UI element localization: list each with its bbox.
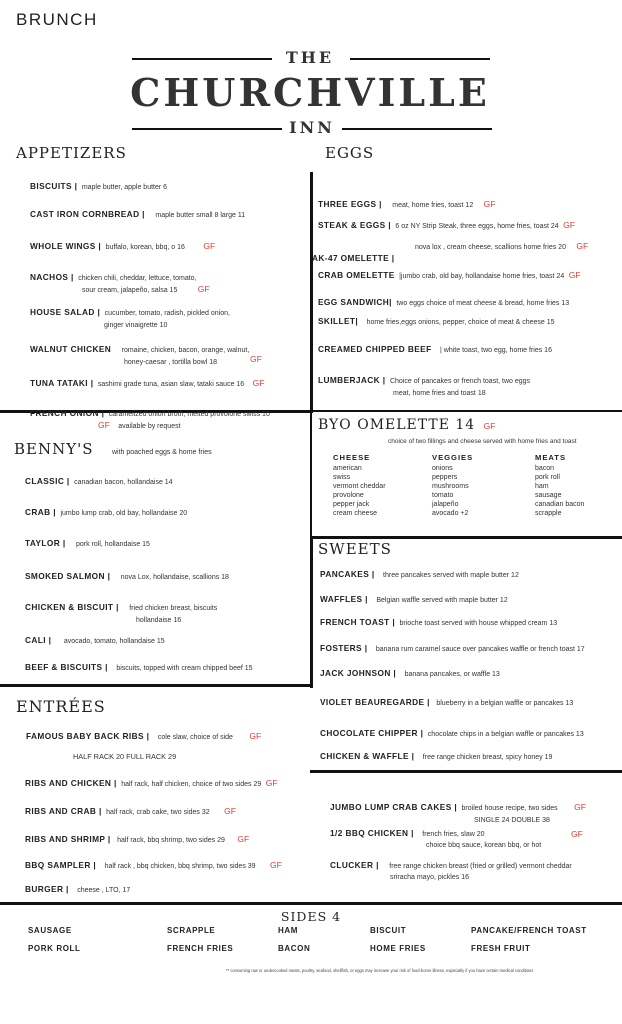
menu-item	[320, 746, 552, 764]
item-name: JACK JOHNSON |	[320, 668, 397, 678]
item-desc-2: HALF RACK 20 FULL RACK 29	[73, 752, 177, 761]
column-header: MEATS	[535, 453, 567, 462]
list-item: vermont cheddar	[333, 483, 386, 490]
menu-item	[25, 566, 229, 584]
menu-item-line2	[104, 314, 167, 332]
item-desc-2: choice bbq sauce, korean bbq, or hot	[426, 842, 542, 849]
list-item: jalapeño	[432, 501, 459, 508]
menu-item-line2	[390, 866, 469, 884]
gf-badge: GF	[224, 806, 236, 816]
logo-rule-right	[350, 58, 490, 60]
side-item: PANCAKE/FRENCH TOAST	[471, 926, 587, 935]
benny-title-row	[14, 440, 212, 459]
side-item: SCRAPPLE	[167, 926, 216, 935]
gf-badge: GF	[265, 778, 278, 788]
item-desc: | white toast, two egg, home fries 16	[440, 347, 552, 354]
item-name: CAST IRON CORNBREAD |	[30, 209, 145, 219]
item-name: HOUSE SALAD |	[30, 307, 101, 317]
menu-item-line2	[426, 834, 541, 852]
item-name: THREE EGGS |	[318, 199, 382, 209]
item-name: AK-47 OMELETTE |	[312, 253, 395, 263]
item-name: CREAMED CHIPPED BEEF	[318, 344, 432, 354]
byo-title-row	[318, 416, 495, 434]
item-desc: nova Lox, hollandaise, scallions 18	[120, 574, 229, 581]
appetizers-title: APPETIZERS	[16, 144, 127, 162]
item-name: CLUCKER |	[330, 860, 379, 870]
gf-badge: GF	[98, 420, 110, 430]
item-desc: three pancakes served with maple butter 12	[383, 572, 519, 579]
side-item: HOME FRIES	[370, 944, 426, 953]
gf-badge: GF	[197, 284, 210, 294]
gf-badge: GF	[270, 860, 282, 870]
divider-v-byo	[310, 410, 312, 538]
item-desc: two eggs choice of meat cheese & bread, home fries 13	[396, 300, 570, 307]
menu-item-line2	[98, 415, 181, 433]
divider-h-eggs	[310, 410, 622, 412]
byo-subtitle: choice of two fillings and cheese served with home fries and toast	[388, 438, 577, 445]
item-desc: Belgian waffle served with maple butter 12	[376, 597, 508, 604]
item-desc: chicken chili, cheddar, lettuce, tomato,	[78, 275, 197, 282]
item-desc: 6 oz NY Strip Steak, three eggs, home fries, toast 24	[395, 223, 559, 230]
divider-v-sweets	[310, 536, 313, 688]
menu-item-line2	[124, 351, 217, 369]
menu-item	[25, 533, 150, 551]
item-desc: nova lox , cream cheese, scallions home fries 20	[415, 244, 566, 251]
item-name: CHICKEN & BISCUIT |	[25, 602, 119, 612]
item-desc: biscuits, topped with cream chipped beef 15	[116, 665, 253, 672]
list-item: pepper jack	[333, 501, 370, 508]
list-item: scrapple	[535, 510, 562, 517]
item-name: STEAK & EGGS |	[318, 220, 391, 230]
item-desc: caramelized onion broth, melted provolone swiss 10	[108, 411, 270, 418]
list-item: swiss	[333, 474, 351, 481]
gf-badge: GF	[571, 829, 583, 839]
list-item: american	[333, 465, 362, 472]
menu-item	[318, 265, 581, 283]
item-name: JUMBO LUMP CRAB CAKES |	[330, 802, 458, 812]
list-item: pork roll	[535, 474, 560, 481]
menu-item	[25, 773, 278, 791]
menu-item-line2	[393, 382, 486, 400]
item-name: EGG SANDWICH|	[318, 297, 392, 307]
item-desc-2: sriracha mayo, pickles 16	[390, 874, 469, 881]
item-name: BEEF & BISCUITS |	[25, 662, 108, 672]
list-item: tomato	[432, 492, 454, 499]
item-desc: fried chicken breast, biscuits	[129, 605, 218, 612]
menu-item	[25, 630, 165, 648]
logo-the: THE	[285, 48, 335, 67]
sweets-title: SWEETS	[318, 540, 392, 558]
item-name: WAFFLES |	[320, 594, 368, 604]
gf-badge: GF	[250, 354, 262, 364]
menu-item	[25, 801, 236, 819]
menu-item	[25, 657, 253, 675]
list-item: canadian bacon	[535, 501, 585, 508]
menu-item-line2	[73, 746, 176, 764]
byo-column-meats	[535, 453, 584, 517]
item-name: CRAB |	[25, 507, 56, 517]
list-item: cream cheese	[333, 510, 377, 517]
gf-badge: GF	[203, 241, 216, 251]
item-desc: pork roll, hollandaise 15	[76, 541, 150, 548]
item-desc: cucumber, tomato, radish, pickled onion,	[104, 310, 230, 317]
side-item: FRESH FRUIT	[471, 944, 531, 953]
gf-badge: GF	[568, 270, 581, 280]
item-name: TAYLOR |	[25, 538, 66, 548]
item-name: CHICKEN & WAFFLE |	[320, 751, 415, 761]
item-name: FOSTERS |	[320, 643, 368, 653]
item-name: WHOLE WINGS |	[30, 241, 102, 251]
item-desc: half rack , bbq chicken, bbq shrimp, two sides 39	[104, 863, 256, 870]
item-name: FRENCH TOAST |	[320, 617, 396, 627]
divider-h-byo	[310, 536, 622, 539]
menu-item	[25, 879, 130, 897]
menu-item	[30, 204, 245, 222]
menu-item-line2	[136, 609, 181, 627]
item-desc: maple butter, apple butter 6	[81, 184, 168, 191]
menu-item-line2	[82, 279, 210, 297]
item-name: CRAB OMELETTE	[318, 270, 395, 280]
menu-item	[30, 373, 264, 391]
item-name: SKILLET|	[318, 316, 359, 326]
menu-item	[318, 194, 495, 212]
item-name: WALNUT CHICKEN	[30, 344, 112, 354]
logo-rule-left	[132, 58, 272, 60]
item-desc: free range chicken breast (fried or grilled) vermont cheddar	[389, 863, 572, 870]
item-name: BBQ SAMPLER |	[25, 860, 97, 870]
item-name: PANCAKES |	[320, 569, 375, 579]
item-name: FAMOUS BABY BACK RIBS |	[26, 731, 150, 741]
logo-rule-left-2	[132, 128, 282, 130]
gf-badge: GF	[249, 731, 262, 741]
gf-badge: GF	[483, 199, 496, 209]
item-desc: home fries,eggs onions, pepper, choice of meat & cheese 15	[366, 319, 555, 326]
item-desc: banana rum caramel sauce over pancakes waffle or french toast 17	[375, 646, 585, 653]
item-desc: canadian bacon, hollandaise 14	[74, 479, 173, 486]
menu-item	[318, 311, 555, 329]
divider-h-entrees	[0, 902, 622, 905]
divider-h-benny	[0, 684, 313, 687]
item-desc: broiled house recipe, two sides	[461, 805, 558, 812]
brunch-heading: BRUNCH	[16, 10, 98, 29]
item-desc: romaine, chicken, bacon, orange, walnut,	[121, 347, 250, 354]
item-desc-2: SINGLE 24 DOUBLE 38	[474, 817, 550, 824]
list-item: mushrooms	[432, 483, 469, 490]
benny-subtitle: with poached eggs & home fries	[111, 449, 212, 456]
menu-item	[320, 692, 573, 710]
side-item: PORK ROLL	[28, 944, 81, 953]
divider-h-sweets	[310, 770, 622, 773]
item-name: BURGER |	[25, 884, 69, 894]
menu-item	[312, 248, 394, 266]
list-item: bacon	[535, 465, 555, 472]
item-name: RIBS AND CHICKEN |	[25, 778, 117, 788]
menu-item	[320, 638, 585, 656]
byo-column-cheese	[333, 453, 386, 517]
benny-title: BENNY'S	[14, 440, 94, 458]
item-desc: maple butter small 8 large 11	[155, 212, 246, 219]
gf-badge: GF	[237, 834, 250, 844]
item-desc: blueberry in a belgian waffle or pancakes 13	[436, 700, 574, 707]
menu-item	[318, 292, 569, 310]
item-desc: half rack, crab cake, two sides 32	[106, 809, 210, 816]
logo-inn: INN	[289, 118, 335, 137]
item-name: FRENCH ONION |	[30, 408, 105, 418]
side-item: SAUSAGE	[28, 926, 72, 935]
item-desc-2: honey-caesar , tortilla bowl 18	[124, 359, 217, 366]
side-item: FRENCH FRIES	[167, 944, 234, 953]
side-item: BISCUIT	[370, 926, 407, 935]
item-name: NACHOS |	[30, 272, 74, 282]
gf-badge: GF	[252, 378, 265, 388]
menu-item	[320, 663, 500, 681]
gf-badge: GF	[563, 220, 575, 230]
logo-name: CHURCHVILLE	[130, 70, 490, 115]
divider-v-appetizers	[310, 172, 313, 412]
item-name: RIBS AND SHRIMP |	[25, 834, 111, 844]
item-desc-2: ginger vinaigrette 10	[104, 322, 168, 329]
gf-badge: GF	[574, 802, 586, 812]
item-name: VIOLET BEAUREGARDE |	[320, 697, 430, 707]
item-name: CALI |	[25, 635, 52, 645]
menu-item	[318, 339, 552, 357]
menu-item	[26, 726, 261, 744]
menu-item	[25, 829, 249, 847]
byo-title: BYO OMELETTE 14	[318, 417, 476, 433]
item-desc: |jumbo crab, old bay, hollandaise home fries, toast 24	[399, 273, 565, 280]
menu-item	[25, 597, 217, 615]
sides-title: SIDES 4	[280, 909, 342, 924]
list-item: sausage	[535, 492, 562, 499]
menu-item	[25, 855, 282, 873]
column-header: VEGGIES	[432, 453, 474, 462]
menu-item	[25, 502, 187, 520]
menu-item	[30, 236, 215, 254]
list-item: provolone	[333, 492, 364, 499]
item-name: BISCUITS |	[30, 181, 78, 191]
item-desc: banana pancakes, or waffle 13	[404, 671, 500, 678]
item-desc: cheese , LTO, 17	[77, 887, 131, 894]
item-name: LUMBERJACK |	[318, 375, 386, 385]
list-item: onions	[432, 465, 453, 472]
item-desc: half rack, bbq shrimp, two sides 29	[117, 837, 225, 844]
item-name: CHOCOLATE CHIPPER |	[320, 728, 424, 738]
column-header: CHEESE	[333, 453, 371, 462]
item-desc-2: meat, home fries and toast 18	[393, 390, 486, 397]
menu-item	[320, 564, 519, 582]
menu-item	[320, 589, 508, 607]
menu-item-line2	[415, 236, 588, 254]
list-item: ham	[535, 483, 549, 490]
sides-title-row	[0, 908, 622, 926]
item-desc: avocado, tomato, hollandaise 15	[63, 638, 165, 645]
item-name: TUNA TATAKI |	[30, 378, 94, 388]
list-item: avocado +2	[432, 510, 469, 517]
menu-item-line2	[474, 809, 550, 827]
item-desc: sashimi grade tuna, asian slaw, tataki sauce 16	[97, 381, 245, 388]
item-desc-2: hollandaise 16	[136, 617, 182, 624]
item-desc: buffalo, korean, bbq, o 16	[105, 244, 185, 251]
item-desc: chocolate chips in a belgian waffle or pancakes 13	[427, 731, 584, 738]
menu-item	[320, 612, 557, 630]
item-name: SMOKED SALMON |	[25, 571, 111, 581]
gf-badge: GF	[483, 421, 496, 431]
item-desc-2: sour cream, jalapeño, salsa 15	[82, 287, 178, 294]
side-item: HAM	[278, 926, 299, 935]
item-desc: brioche toast served with house whipped cream 13	[399, 620, 558, 627]
item-desc: half rack, half chicken, choice of two sides 29	[121, 781, 262, 788]
item-name: RIBS AND CRAB |	[25, 806, 102, 816]
item-desc: Choice of pancakes or french toast, two eggs	[389, 378, 531, 385]
item-desc: free range chicken breast, spicy honey 19	[422, 754, 553, 761]
gf-badge: GF	[576, 241, 589, 251]
disclaimer: ** consuming raw or undercooked meats, poultry, seafood, shellfish, or eggs may increase your risk of food-borne illness, especially if you have certain medical conditions	[226, 968, 534, 973]
entrees-title: ENTRÉES	[16, 697, 106, 716]
menu-item	[30, 176, 167, 194]
menu-item	[318, 215, 575, 233]
item-desc-2: available by request	[118, 423, 181, 430]
list-item: peppers	[432, 474, 458, 481]
logo-rule-right-2	[342, 128, 492, 130]
item-desc: jumbo lump crab, old bay, hollandaise 20	[60, 510, 188, 517]
item-desc: french fries, slaw 20	[422, 831, 485, 838]
menu-item	[25, 471, 173, 489]
byo-column-veggies	[432, 453, 473, 517]
item-desc: meat, home fries, toast 12	[392, 202, 474, 209]
side-item: BACON	[278, 944, 311, 953]
item-name: CLASSIC |	[25, 476, 70, 486]
item-name: 1/2 BBQ CHICKEN |	[330, 828, 414, 838]
menu-item	[320, 723, 584, 741]
eggs-title: EGGS	[325, 144, 375, 162]
item-desc: cole slaw, choice of side	[157, 734, 233, 741]
